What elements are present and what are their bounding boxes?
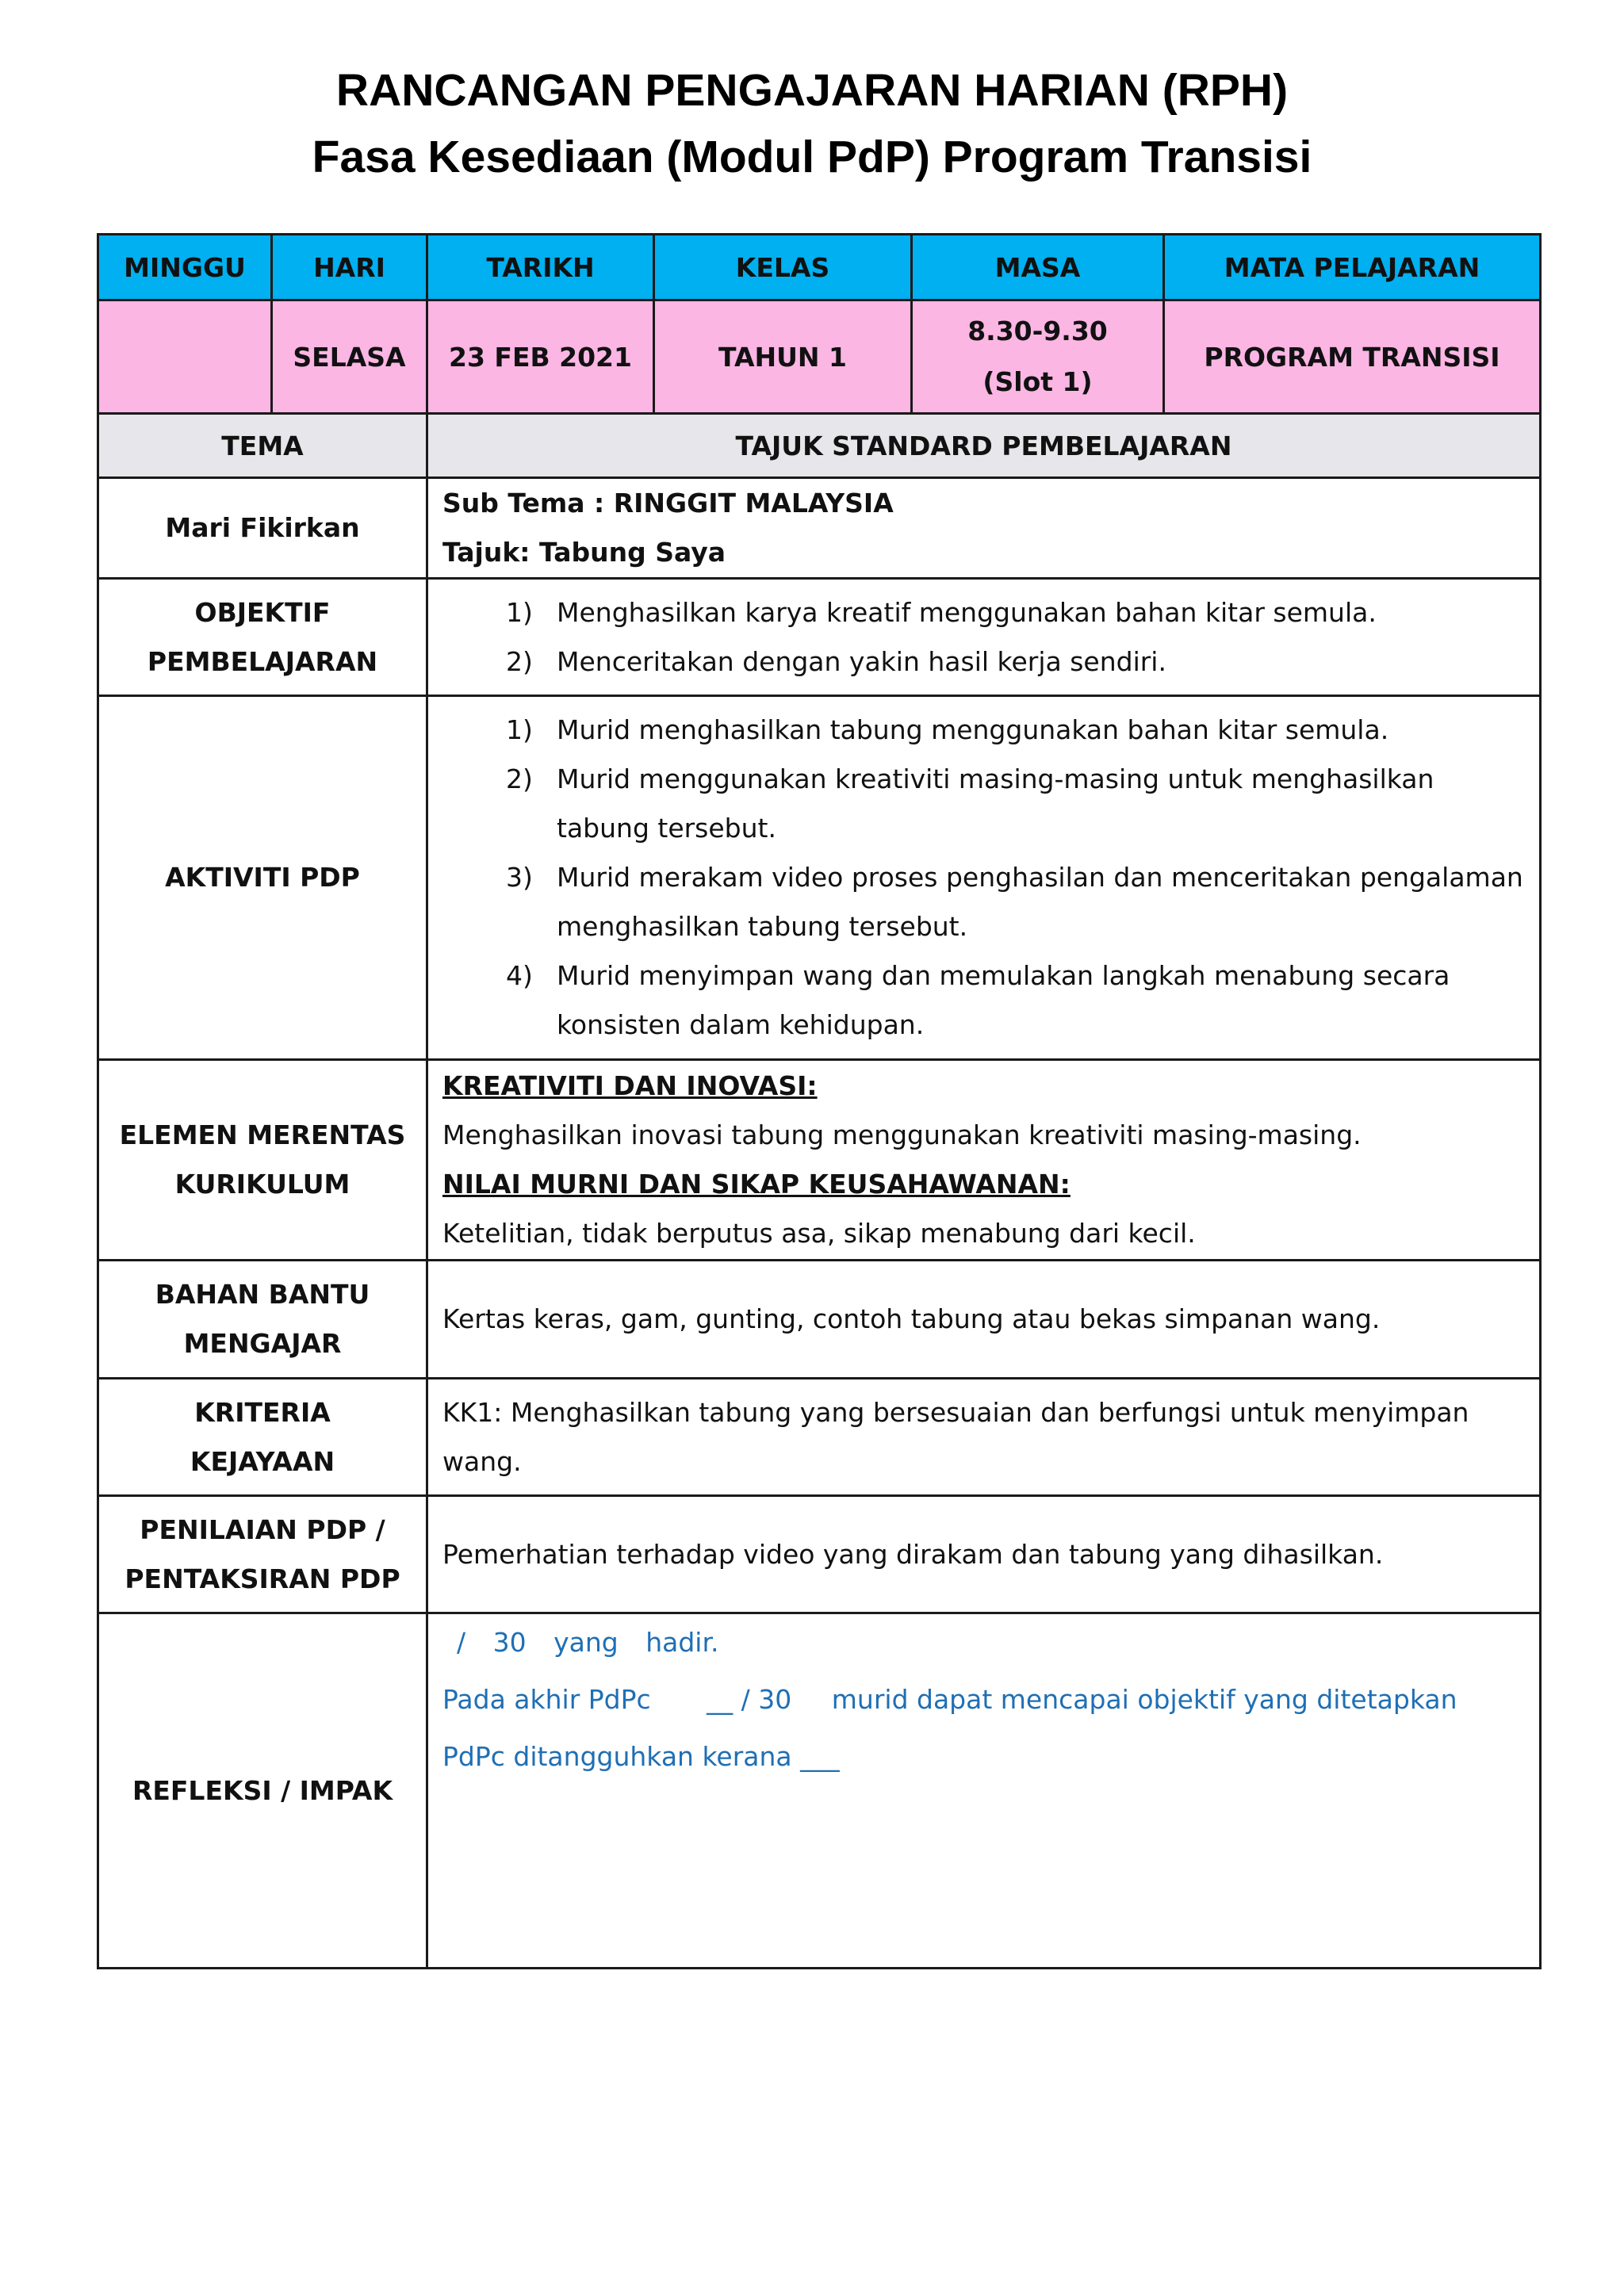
aktiviti-row [98,696,1541,1060]
item-number: 2) [506,645,533,677]
item-number: 1) [506,596,533,628]
info-hari: SELASA [272,300,427,414]
rph-table [97,233,1542,1969]
bbm-label-line2: MENGAJAR [183,1328,342,1359]
document-subtitle: Fasa Kesediaan (Modul PdP) Program Transisi [312,132,1312,182]
tema-row [98,478,1541,579]
emk-label-line2: KURIKULUM [174,1169,350,1200]
item-text: Murid menyimpan wang dan memulakan langkah menabung secara konsisten dalam kehidupan. [557,960,1450,1040]
header-kelas: KELAS [654,235,912,300]
emk-content [427,1060,1541,1261]
tema-header-row [98,414,1541,478]
bbm-row [98,1261,1541,1379]
penilaian-label [98,1496,427,1613]
objektif-label [98,579,427,696]
emk-text-kreativiti: Menghasilkan inovasi tabung menggunakan kreativiti masing-masing. [442,1119,1362,1150]
emk-text-nilai: Ketelitian, tidak berputus asa, sikap menabung dari kecil. [442,1218,1196,1249]
kriteria-label [98,1379,427,1496]
refleksi-penangguhan: PdPc ditangguhkan kerana ___ [442,1741,840,1772]
item-text: Murid menghasilkan tabung menggunakan bahan kitar semula. [557,714,1389,745]
tema-detail [427,478,1541,579]
refleksi-pencapaian [442,1671,1525,1728]
tema-value: Mari Fikirkan [98,478,427,579]
list-item [442,853,1525,951]
emk-heading-nilai: NILAI MURNI DAN SIKAP KEUSAHAWANAN: [442,1169,1071,1200]
refleksi-pencapaian-a: Pada akhir PdPc [442,1684,651,1715]
masa-slot: (Slot 1) [982,366,1093,397]
refleksi-content [427,1613,1541,1969]
item-number: 4) [506,960,533,991]
objektif-label-line1: OBJEKTIF [194,596,331,628]
penilaian-label-line1: PENILAIAN PDP / [140,1513,385,1545]
masa-time: 8.30-9.30 [967,316,1108,346]
tajuk-header: TAJUK STANDARD PEMBELAJARAN [427,414,1541,478]
kriteria-row [98,1379,1541,1496]
list-item [442,951,1525,1050]
tajuk: Tajuk: Tabung Saya [442,537,726,568]
refleksi-pencapaian-b: __ / 30 [707,1684,792,1715]
kriteria-label-line2: KEJAYAAN [190,1445,335,1477]
kriteria-label-line1: KRITERIA [194,1396,331,1428]
item-text: Murid merakam video proses penghasilan dan menceritakan pengalaman menghasilkan tabung tersebut. [557,862,1523,942]
list-item [442,755,1525,853]
objektif-row [98,579,1541,696]
emk-label-line1: ELEMEN MERENTAS [119,1119,406,1150]
refleksi-kehadiran [442,1614,1525,1671]
refleksi-label: REFLEKSI / IMPAK [98,1613,427,1969]
info-kelas: TAHUN 1 [654,300,912,414]
header-mata-pelajaran: MATA PELAJARAN [1164,235,1541,300]
title-block [0,57,1624,190]
document-title: RANCANGAN PENGAJARAN HARIAN (RPH) [335,65,1289,116]
item-number: 2) [506,763,533,794]
list-item [442,706,1525,755]
info-row [98,300,1541,414]
sub-tema: Sub Tema : RINGGIT MALAYSIA [442,488,894,519]
tema-header: TEMA [98,414,427,478]
header-row [98,235,1541,300]
penilaian-content: Pemerhatian terhadap video yang dirakam dan tabung yang dihasilkan. [427,1496,1541,1613]
item-text: Murid menggunakan kreativiti masing-masing untuk menghasilkan tabung tersebut. [557,763,1434,844]
item-text: Menceritakan dengan yakin hasil kerja sendiri. [557,645,1166,677]
header-minggu: MINGGU [98,235,272,300]
penilaian-label-line2: PENTAKSIRAN PDP [124,1563,400,1594]
info-mata-pelajaran: PROGRAM TRANSISI [1164,300,1541,414]
bbm-content: Kertas keras, gam, gunting, contoh tabung atau bekas simpanan wang. [427,1261,1541,1379]
refleksi-pencapaian-c: murid dapat mencapai objektif yang ditetapkan [831,1684,1457,1715]
emk-row [98,1060,1541,1261]
header-masa: MASA [912,235,1164,300]
aktiviti-content [427,696,1541,1060]
item-text: Menghasilkan karya kreatif menggunakan bahan kitar semula. [557,596,1377,628]
info-tarikh: 23 FEB 2021 [427,300,654,414]
refleksi-row [98,1613,1541,1969]
item-number: 3) [506,862,533,893]
objektif-label-line2: PEMBELAJARAN [147,645,378,677]
list-item [442,588,1525,637]
emk-heading-kreativiti: KREATIVITI DAN INOVASI: [442,1070,818,1101]
kriteria-content: KK1: Menghasilkan tabung yang bersesuaian dan berfungsi untuk menyimpan wang. [427,1379,1541,1496]
penilaian-row [98,1496,1541,1613]
header-tarikh: TARIKH [427,235,654,300]
emk-label [98,1060,427,1261]
info-minggu [98,300,272,414]
info-masa [912,300,1164,414]
bbm-label-line1: BAHAN BANTU [155,1279,370,1310]
list-item [442,637,1525,687]
item-number: 1) [506,714,533,745]
objektif-content [427,579,1541,696]
aktiviti-label: AKTIVITI PDP [98,696,427,1060]
header-hari: HARI [272,235,427,300]
refleksi-kehadiran-text: / 30 yang hadir. [457,1627,719,1658]
bbm-label [98,1261,427,1379]
